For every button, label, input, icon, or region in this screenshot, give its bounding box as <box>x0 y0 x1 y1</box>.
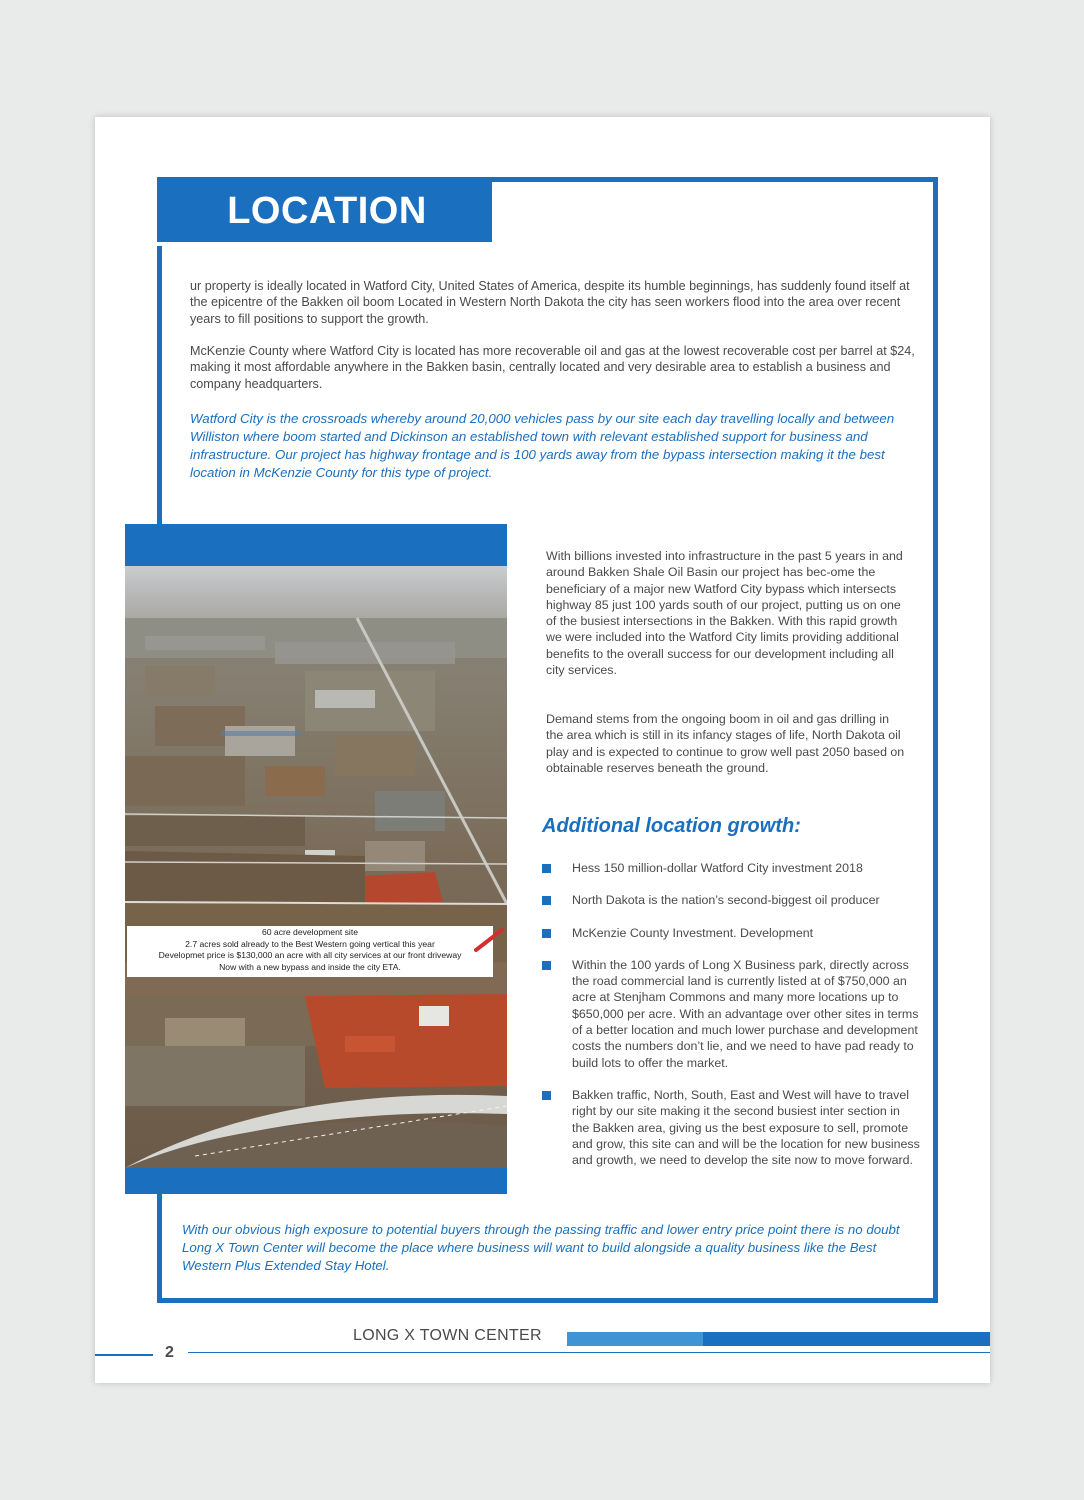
bullet-text: Within the 100 yards of Long X Business park, directly across the road commercial land is currently listed at of $750,000 an acre at Stenjham Commons and many more locations up to $650,000 per acre. With an advantage over other sites in terms of a better location and much lower purchase and development costs the numbers don’t lie, and we need to have pad ready to build lots to offer the market. <box>572 957 919 1070</box>
bullet-square-icon <box>542 929 551 938</box>
highlight-paragraph: Watford City is the crossroads whereby around 20,000 vehicles pass by our site each day travelling locally and between Williston where boom started and Dickinson an established town with relevant established support for business and infrastructure. Our project has highway frontage and is 100 yards away from the bypass intersection making it the best location in McKenzie County for this type of project. <box>190 411 895 480</box>
bullet-square-icon <box>542 1091 551 1100</box>
list-item <box>542 957 920 1071</box>
frame-right-border <box>933 177 938 1303</box>
list-item <box>542 892 920 908</box>
caption-line-1: 60 acre development site <box>261 927 359 937</box>
caption-line-4: Now with a new bypass and inside the city ETA. <box>219 961 401 972</box>
bullet-square-icon <box>542 961 551 970</box>
caption-line-3: Developmet price is $130,000 an acre with all city services at our front driveway <box>158 950 462 961</box>
footer-bar-dark <box>703 1332 990 1346</box>
list-item <box>542 925 920 941</box>
bullet-square-icon <box>542 896 551 905</box>
bullet-text: McKenzie County Investment. Development <box>572 925 814 940</box>
footer-rule-right <box>188 1352 990 1353</box>
bullet-square-icon <box>542 864 551 873</box>
bullet-text: North Dakota is the nation’s second-biggest oil producer <box>572 893 880 908</box>
list-item <box>542 860 920 876</box>
aerial-photo <box>125 566 507 1168</box>
intro-paragraph-2: McKenzie County where Watford City is located has more recoverable oil and gas at the lowest recoverable cost per barrel at $24, making it most affordable anywhere in the Bakken basin, centrally located and very desirable area to establish a business and company headquarters. <box>190 344 915 391</box>
bullet-text: Hess 150 million-dollar Watford City investment 2018 <box>572 861 863 875</box>
photo-caption <box>127 926 493 977</box>
caption-line-2: 2.7 acres sold already to the Best Western going vertical this year <box>185 938 435 949</box>
list-item <box>542 1087 920 1168</box>
frame-bottom-border <box>157 1298 938 1303</box>
bullet-text: Bakken traffic, North, South, East and West will have to travel right by our site making it the second busiest inter section in the Bakken area, giving us the best exposure to sell, promote and grow, this site can and will be the location for new business and growth, we need to develop the site now to move forward. <box>572 1087 920 1168</box>
footer-rule-left <box>95 1354 153 1356</box>
aerial-photo-panel <box>125 524 507 1194</box>
frame-left-border-lower <box>157 1193 162 1303</box>
red-pointer-icon <box>474 922 506 954</box>
page-title: LOCATION <box>162 182 492 242</box>
growth-bullet-list <box>542 860 920 1184</box>
footer-bar-light <box>567 1332 703 1346</box>
right-paragraph-2: Demand stems from the ongoing boom in oil and gas drilling in the area which is still in its infancy stages of life, North Dakota oil play and is expected to continue to grow well past 2050 based on obtainable reserves beneath the ground. <box>546 712 905 775</box>
intro-paragraph-1: ur property is ideally located in Watford City, United States of America, despite its humble beginnings, has suddenly found itself at the epicentre of the Bakken oil boom Located in Western North Dakota the city has seen workers flood into the area over recent years to fill positions to support the growth. <box>190 279 910 326</box>
page-number: 2 <box>165 1344 174 1361</box>
growth-subheading: Additional location growth: <box>542 815 801 837</box>
footer-title: LONG X TOWN CENTER <box>353 1327 542 1344</box>
right-paragraph-1: With billions invested into infrastructure in the past 5 years in and around Bakken Shale Oil Basin our project has bec-ome the beneficiary of a major new Watford City bypass which intersects highway 85 just 100 yards south of our project, putting us on one of the busiest intersections in the Bakken. With this rapid growth we were included into the Watford City limits providing additional benefits to the overall success for our development including all city services. <box>546 549 903 678</box>
title-gap <box>157 242 162 246</box>
closing-paragraph: With our obvious high exposure to potential buyers through the passing traffic and lower entry price point there is no doubt Long X Town Center will become the place where business will want to build alongside a quality business like the Best Western Plus Extended Stay Hotel. <box>182 1222 900 1273</box>
